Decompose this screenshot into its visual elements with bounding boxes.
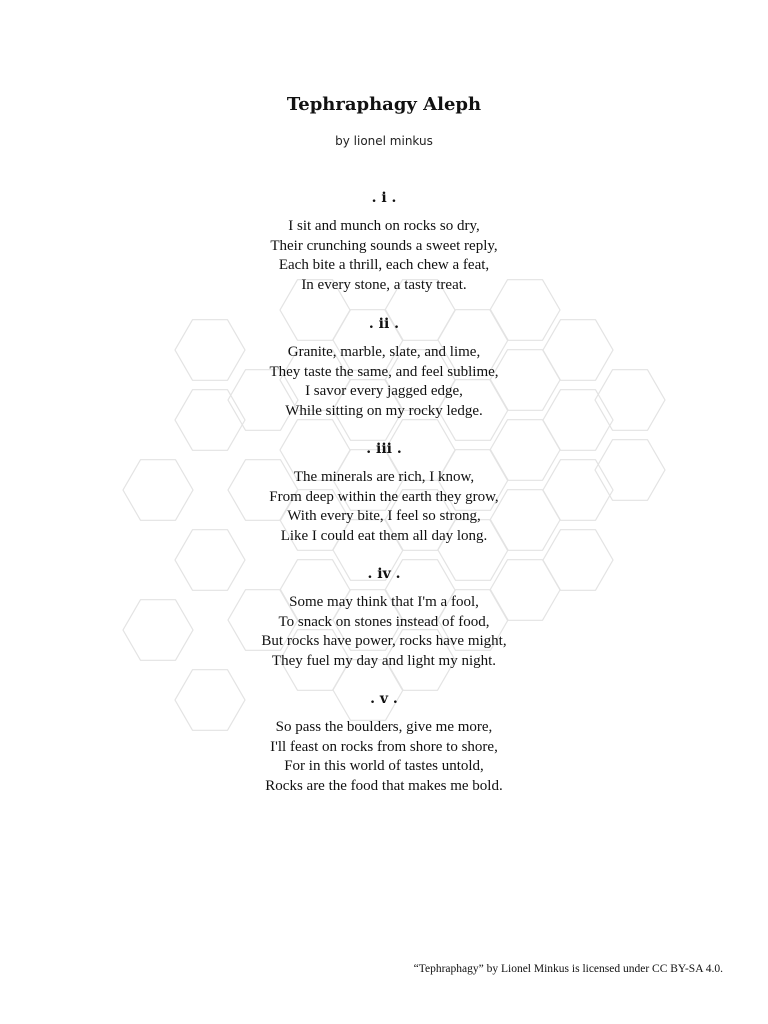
- poem-line: I savor every jagged edge,: [305, 383, 463, 399]
- stanza-4: [0, 564, 768, 671]
- poem-line: Rocks are the food that makes me bold.: [265, 777, 503, 794]
- poem-line: From deep within the earth they grow,: [269, 488, 499, 505]
- poem-line: I'll feast on rocks from shore to shore,: [270, 738, 498, 755]
- poem-line: For in this world of tastes untold,: [284, 758, 484, 774]
- stanza-numeral: . i .: [371, 190, 397, 206]
- stanza-numeral: . iii .: [366, 441, 402, 457]
- poem-line: With every bite, I feel so strong,: [287, 508, 481, 524]
- poem-line: Each bite a thrill, each chew a feat,: [278, 257, 490, 273]
- stanza-3: [0, 439, 768, 546]
- poem-line: In every stone, a tasty treat.: [301, 276, 467, 293]
- poem-line: Granite, marble, slate, and lime,: [287, 344, 481, 360]
- poem-line: They fuel my day and light my night.: [271, 652, 497, 669]
- poem-line: They taste the same, and feel sublime,: [269, 363, 499, 380]
- stanza-1: [0, 188, 768, 295]
- license-notice: “Tephraphagy” by Lionel Minkus is licensed under CC BY-SA 4.0.: [413, 963, 723, 975]
- stanza-numeral: . ii .: [368, 316, 400, 332]
- poem-line: The minerals are rich, I know,: [293, 469, 475, 485]
- stanza-2: [0, 314, 768, 421]
- poem-line: Like I could eat them all day long.: [280, 527, 488, 544]
- stanza-numeral: . v .: [370, 691, 398, 707]
- stanza-5: [0, 689, 768, 796]
- poem-line: Their crunching sounds a sweet reply,: [270, 237, 498, 254]
- poem-line: I sit and munch on rocks so dry,: [288, 218, 480, 234]
- poem-line: While sitting on my rocky ledge.: [285, 402, 483, 419]
- poem-title: Tephraphagy Aleph: [286, 94, 482, 115]
- stanza-numeral: . iv .: [367, 566, 401, 582]
- poem-byline: by lionel minkus: [335, 134, 433, 148]
- poem-line: Some may think that I'm a fool,: [289, 594, 479, 610]
- poem-line: So pass the boulders, give me more,: [275, 719, 493, 735]
- poem-line: But rocks have power, rocks have might,: [261, 633, 507, 649]
- poem-line: To snack on stones instead of food,: [278, 613, 490, 630]
